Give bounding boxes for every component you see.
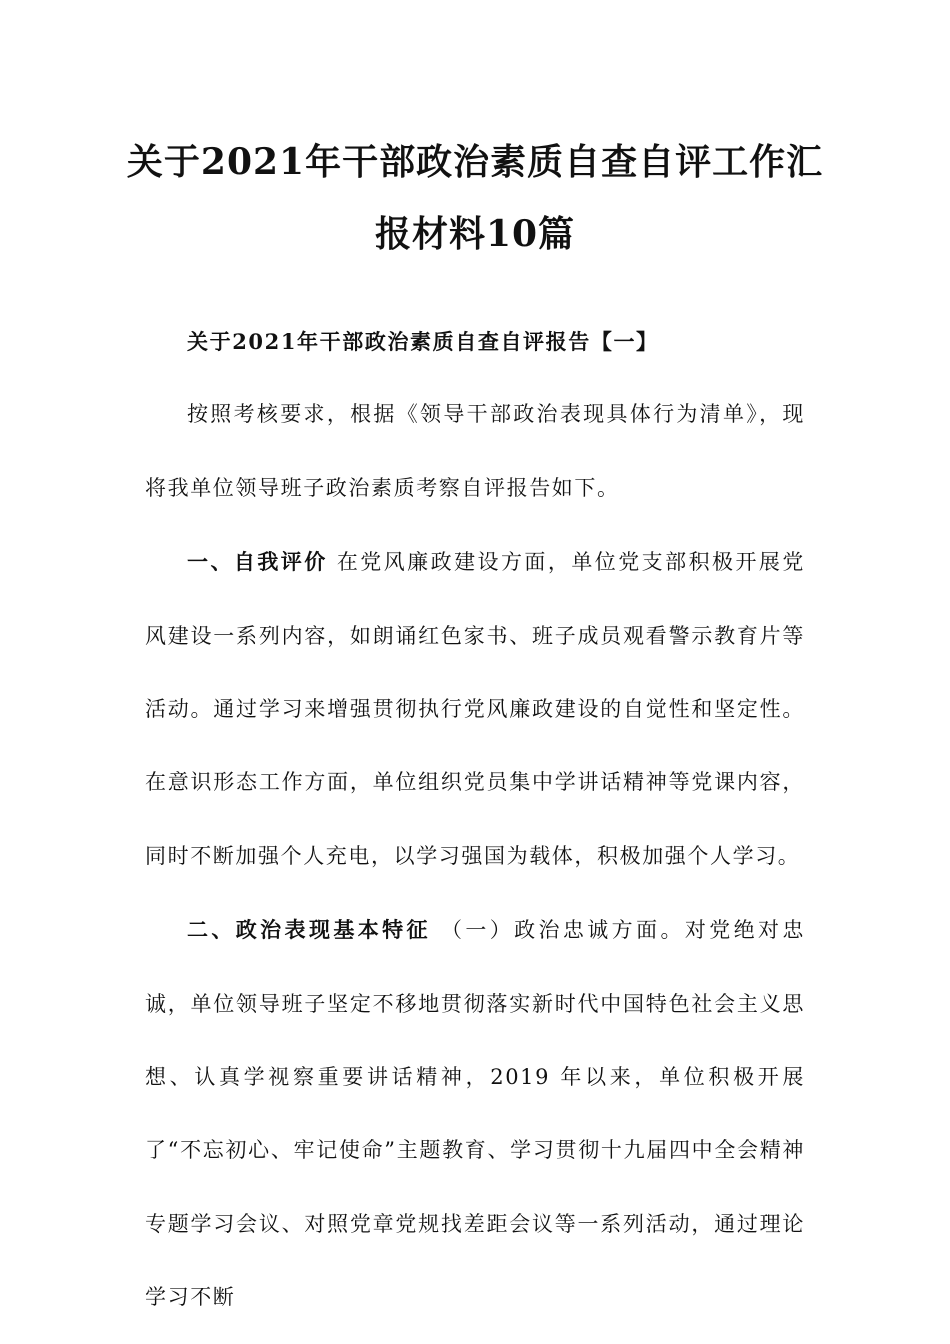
document-title-line-2: 报材料10篇: [374, 213, 576, 255]
paragraph-self-evaluation-lead: 一、自我评价: [187, 549, 328, 575]
paragraph-intro: 按照考核要求，根据《领导干部政治表现具体行为清单》，现将我单位领导班子政治素质考察自评报告如下。: [145, 402, 805, 500]
paragraph-self-evaluation-text: 在党风廉政建设方面，单位党支部积极开展党风建设一系列内容，如朗诵红色家书、班子成员观看警示教育片等活动。通过学习来增强贯彻执行党风廉政建设的自觉性和坚定性。在意识形态工作方面，单位组织党员集中学讲话精神等党课内容，同时不断加强个人充电，以学习强国为载体，积极加强个人学习。: [145, 550, 805, 868]
paragraph-self-evaluation: [145, 525, 805, 893]
paragraph-political-features: [145, 893, 805, 1334]
document-body: [145, 305, 805, 1335]
paragraph-political-features-lead: 二、政治表现基本特征: [187, 917, 431, 943]
document-title-line-1: 关于2021年干部政治素质自查自评工作汇: [126, 141, 824, 183]
paragraph-political-features-text: （一）政治忠诚方面。对党绝对忠诚，单位领导班子坚定不移地贯彻落实新时代中国特色社会主义思想、认真学视察重要讲话精神，2019 年以来，单位积极开展了“不忘初心、牢记使命”主题教育、学习贯彻十九届四中全会精神专题学习会议、对照党章党规找差距会议等一系列活动，通过理论学习不断: [145, 918, 805, 1310]
section-heading: 关于2021年干部政治素质自查自评报告【一】: [187, 329, 659, 354]
